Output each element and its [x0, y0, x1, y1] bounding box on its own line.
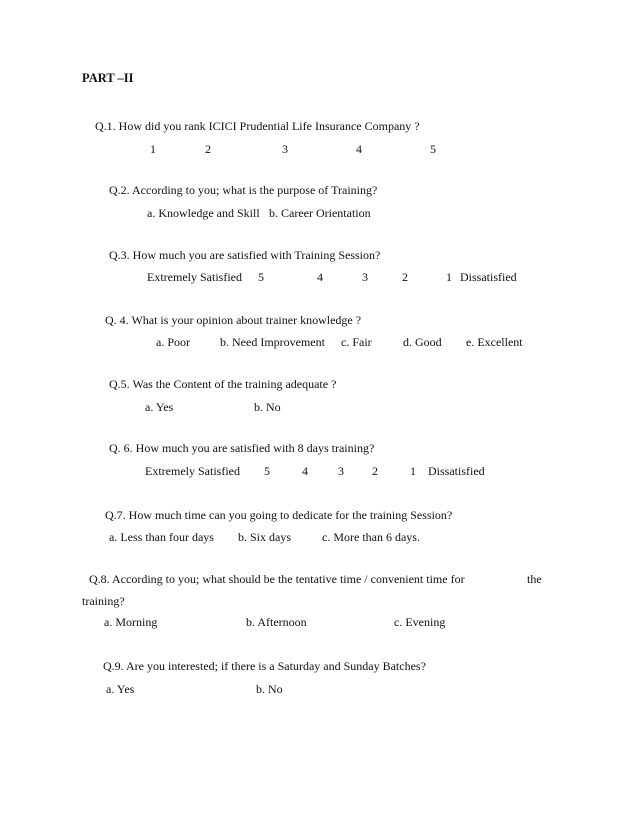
question-8: Q.8. According to you; what should be the tentative time / convenient time for [89, 572, 465, 586]
q1-option-2: 2 [205, 142, 211, 156]
page-heading: PART –II [82, 71, 134, 85]
q2-option-a: a. Knowledge and Skill [147, 206, 260, 220]
q6-option-5: 5 [264, 464, 270, 478]
q8-option-c: c. Evening [394, 615, 446, 629]
q6-option-2: 2 [372, 464, 378, 478]
q3-option-1: 1 [446, 270, 452, 284]
q6-option-4: 4 [302, 464, 308, 478]
q6-option-extremely-satisfied: Extremely Satisfied [145, 464, 240, 478]
question-6: Q. 6. How much you are satisfied with 8 days training? [109, 441, 375, 455]
q7-option-c: c. More than 6 days. [322, 530, 420, 544]
question-7: Q.7. How much time can you going to dedicate for the training Session? [105, 508, 453, 522]
q2-option-b: b. Career Orientation [269, 206, 371, 220]
question-4: Q. 4. What is your opinion about trainer knowledge ? [105, 313, 362, 327]
q3-option-extremely-satisfied: Extremely Satisfied [147, 270, 242, 284]
q4-option-c: c. Fair [341, 335, 372, 349]
q1-option-4: 4 [356, 142, 362, 156]
q3-option-4: 4 [317, 270, 323, 284]
q8-option-b: b. Afternoon [246, 615, 307, 629]
q1-option-5: 5 [430, 142, 436, 156]
question-9: Q.9. Are you interested; if there is a Saturday and Sunday Batches? [103, 659, 426, 673]
q1-option-1: 1 [150, 142, 156, 156]
question-8-continued: training? [82, 594, 125, 608]
question-2: Q.2. According to you; what is the purpose of Training? [109, 183, 378, 197]
question-3: Q.3. How much you are satisfied with Training Session? [109, 248, 381, 262]
q6-option-dissatisfied: Dissatisfied [428, 464, 485, 478]
q9-option-b: b. No [256, 682, 283, 696]
q7-option-b: b. Six days [238, 530, 292, 544]
q7-option-a: a. Less than four days [109, 530, 214, 544]
q3-option-3: 3 [362, 270, 368, 284]
q4-option-d: d. Good [403, 335, 442, 349]
q9-option-a: a. Yes [106, 682, 135, 696]
question-8-end: the [527, 572, 542, 586]
q6-option-3: 3 [338, 464, 344, 478]
q3-option-dissatisfied: Dissatisfied [460, 270, 517, 284]
question-1: Q.1. How did you rank ICICI Prudential Life Insurance Company ? [95, 119, 420, 133]
q8-option-a: a. Morning [104, 615, 158, 629]
q1-option-3: 3 [282, 142, 288, 156]
question-5: Q.5. Was the Content of the training adequate ? [109, 377, 337, 391]
q5-option-a: a. Yes [145, 400, 174, 414]
q3-option-2: 2 [402, 270, 408, 284]
q4-option-e: e. Excellent [466, 335, 523, 349]
q3-option-5: 5 [258, 270, 264, 284]
q4-option-b: b. Need Improvement [220, 335, 325, 349]
q6-option-1: 1 [410, 464, 416, 478]
q4-option-a: a. Poor [156, 335, 190, 349]
q5-option-b: b. No [254, 400, 281, 414]
